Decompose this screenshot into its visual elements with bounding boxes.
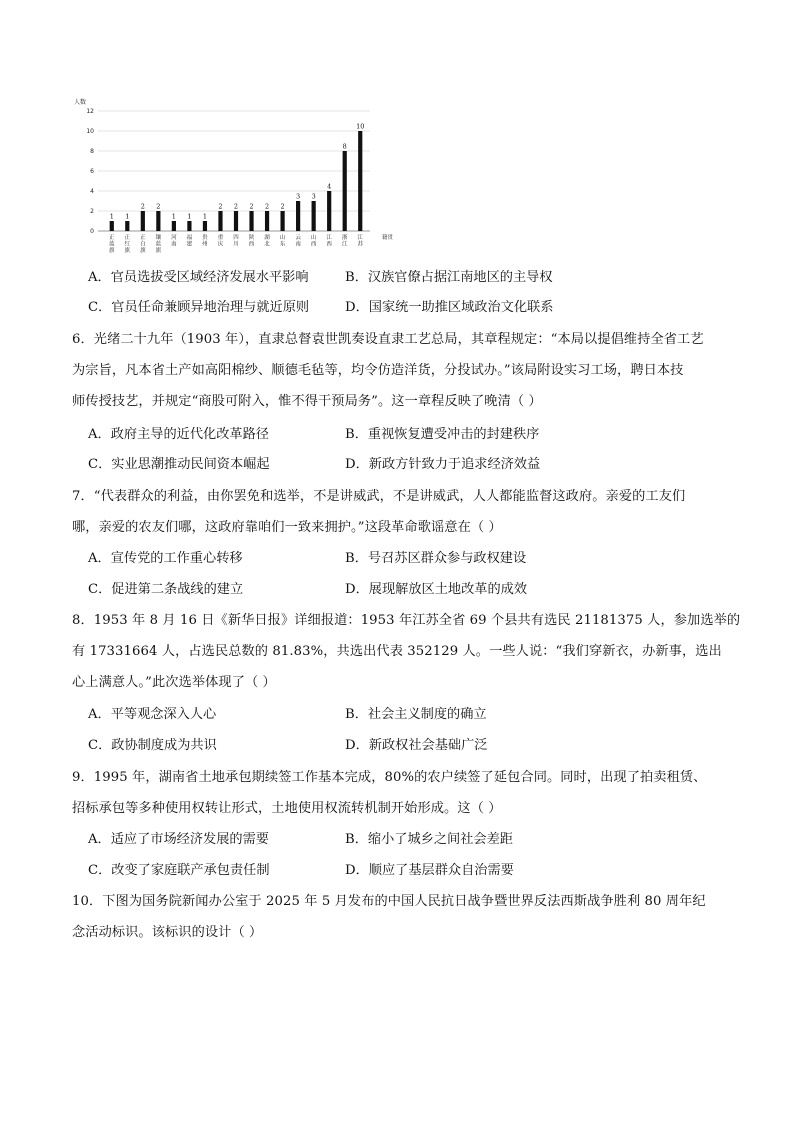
q7-stem-line-2: 哪，亲爱的农友们哪，这政府靠咱们一致来拥护。”这段革命歌谣意在（ ）	[72, 520, 502, 535]
y-tick-label: 12	[86, 108, 94, 115]
q8-option-a[interactable]: A．平等观念深入人心	[88, 707, 217, 722]
q5-option-c[interactable]: C．官员任命兼顾异地治理与就近原则	[88, 300, 310, 315]
q8-stem-line-2: 有 17331664 人，占选民总数的 81.83%，共选出代表 352129 人。一些人说：“我们穿新衣，办新事，选出	[72, 644, 722, 659]
q8-stem-line-1: 8．1953 年 8 月 16 日《新华日报》详细报道：1953 年江苏全省 69 个县共有选民 21181375 人，参加选举的	[72, 613, 741, 628]
q7-option-a[interactable]: A．宣传党的工作重心转移	[88, 551, 243, 566]
q8-option-d[interactable]: D．新政权社会基础广泛	[345, 738, 488, 753]
category-label: 正白旗	[140, 235, 146, 254]
q6-option-d[interactable]: D．新政方针致力于追求经济效益	[345, 457, 541, 472]
q6-option-a[interactable]: A．政府主导的近代化改革路径	[88, 427, 269, 442]
y-tick-label: 0	[90, 228, 94, 235]
q6-stem-line-3: 师传授技艺，并规定“商股可附入，惟不得干预局务”。这一章程反映了晚清（ ）	[72, 394, 542, 409]
officials-origin-bar-chart	[70, 96, 400, 266]
bar-value-label: 1	[109, 212, 114, 221]
q10-stem-line-2: 念活动标识。该标识的设计（ ）	[72, 925, 263, 940]
q6-stem-line-1: 6．光绪二十九年（1903 年），直隶总督袁世凯奏设直隶工艺总局，其章程规定：“本局以提倡维持全省工艺	[72, 332, 704, 347]
q7-stem-line-1: 7．“代表群众的利益，由你罢免和选举，不是讲威武，不是讲威武，人人都能监督这政府。亲爱的工友们	[72, 489, 686, 504]
y-axis-label: 人数	[74, 99, 87, 106]
q9-option-b[interactable]: B．缩小了城乡之间社会差距	[345, 832, 513, 847]
bar-6	[187, 221, 191, 231]
q9-option-a[interactable]: A．适应了市场经济发展的需要	[88, 832, 269, 847]
q5-option-a[interactable]: A．官员选拔受区域经济发展水平影响	[88, 270, 309, 285]
category-label: 正蓝旗	[109, 235, 115, 254]
y-tick-label: 2	[90, 208, 94, 215]
category-label: 江苏	[357, 235, 363, 248]
bar-7	[203, 221, 207, 231]
x-axis-label: 籍贯	[382, 235, 394, 241]
bar-2	[125, 221, 129, 231]
bar-value-label: 4	[327, 182, 332, 191]
q7-option-d[interactable]: D．展现解放区土地改革的成效	[345, 582, 528, 597]
category-label: 云南	[295, 235, 301, 248]
q9-stem-line-2: 招标承包等多种使用权转让形式，土地使用权流转机制开始形成。这（ ）	[72, 801, 502, 816]
q9-option-d[interactable]: D．顺应了基层群众自治需要	[345, 863, 514, 878]
category-label: 河南	[171, 235, 177, 248]
category-label: 正红旗	[124, 235, 131, 254]
category-label: 湖北	[264, 235, 270, 248]
category-label: 贵州	[202, 235, 208, 248]
y-tick-label: 10	[86, 128, 94, 135]
q8-stem-line-3: 心上满意人。”此次选举体现了（ ）	[72, 675, 276, 690]
bar-14	[312, 201, 316, 231]
y-tick-label: 4	[90, 188, 94, 195]
category-label: 陕西	[248, 235, 255, 248]
bar-12	[280, 211, 284, 231]
bar-3	[141, 211, 145, 231]
bar-value-label: 2	[249, 202, 254, 211]
q10-stem-line-1: 10．下图为国务院新闻办公室于 2025 年 5 月发布的中国人民抗日战争暨世界反法西斯战争胜利 80 周年纪	[72, 894, 706, 909]
bar-value-label: 1	[171, 212, 176, 221]
bar-9	[234, 211, 238, 231]
bar-10	[249, 211, 253, 231]
category-label: 镶蓝旗	[155, 235, 162, 254]
bar-value-label: 3	[311, 192, 316, 201]
bar-value-label: 1	[125, 212, 130, 221]
q6-stem-line-2: 为宗旨，凡本省土产如高阳棉纱、顺德毛毡等，均令仿造洋货，分投试办。”该局附设实习工场，聘日本技	[72, 363, 684, 378]
bar-4	[156, 211, 160, 231]
bar-value-label: 2	[140, 202, 145, 211]
bar-1	[110, 221, 114, 231]
q7-option-c[interactable]: C．促进第二条战线的建立	[88, 582, 244, 597]
q6-option-c[interactable]: C．实业思潮推动民间资本崛起	[88, 457, 270, 472]
category-label: 福建	[186, 235, 193, 248]
bar-8	[218, 211, 222, 231]
bar-value-label: 2	[218, 202, 223, 211]
y-tick-label: 8	[90, 148, 94, 155]
q6-option-b[interactable]: B．重视恢复遭受冲击的封建秩序	[345, 427, 540, 442]
bar-13	[296, 201, 300, 231]
q9-stem-line-1: 9．1995 年，湖南省土地承包期续签工作基本完成，80%的农户续签了延包合同。同时，出现了拍卖租赁、	[72, 770, 707, 785]
q5-option-b[interactable]: B．汉族官僚占据江南地区的主导权	[345, 270, 553, 285]
q5-option-d[interactable]: D．国家统一助推区域政治文化联系	[345, 300, 554, 315]
bar-value-label: 10	[356, 122, 365, 131]
bar-value-label: 3	[296, 192, 301, 201]
bar-11	[265, 211, 269, 231]
category-label: 浙江	[341, 235, 348, 248]
y-tick-label: 6	[90, 168, 94, 175]
bar-15	[327, 191, 331, 231]
q8-option-c[interactable]: C．政协制度成为共识	[88, 738, 217, 753]
bar-5	[172, 221, 176, 231]
bar-value-label: 8	[342, 142, 347, 151]
category-label: 山东	[279, 235, 286, 248]
category-label: 山西	[310, 235, 317, 248]
category-label: 江西	[326, 235, 332, 248]
bar-value-label: 2	[233, 202, 239, 211]
q8-option-b[interactable]: B．社会主义制度的确立	[345, 707, 487, 722]
category-label: 四川	[233, 235, 239, 248]
bar-value-label: 1	[187, 212, 192, 221]
bar-17	[358, 131, 362, 231]
bar-value-label: 1	[202, 212, 208, 221]
bar-value-label: 2	[280, 202, 285, 211]
bar-16	[343, 151, 347, 231]
q9-option-c[interactable]: C．改变了家庭联产承包责任制	[88, 863, 270, 878]
bar-value-label: 2	[156, 202, 161, 211]
bar-value-label: 2	[264, 202, 270, 211]
category-label: 重庆	[217, 235, 224, 248]
q7-option-b[interactable]: B．号召苏区群众参与政权建设	[345, 551, 527, 566]
